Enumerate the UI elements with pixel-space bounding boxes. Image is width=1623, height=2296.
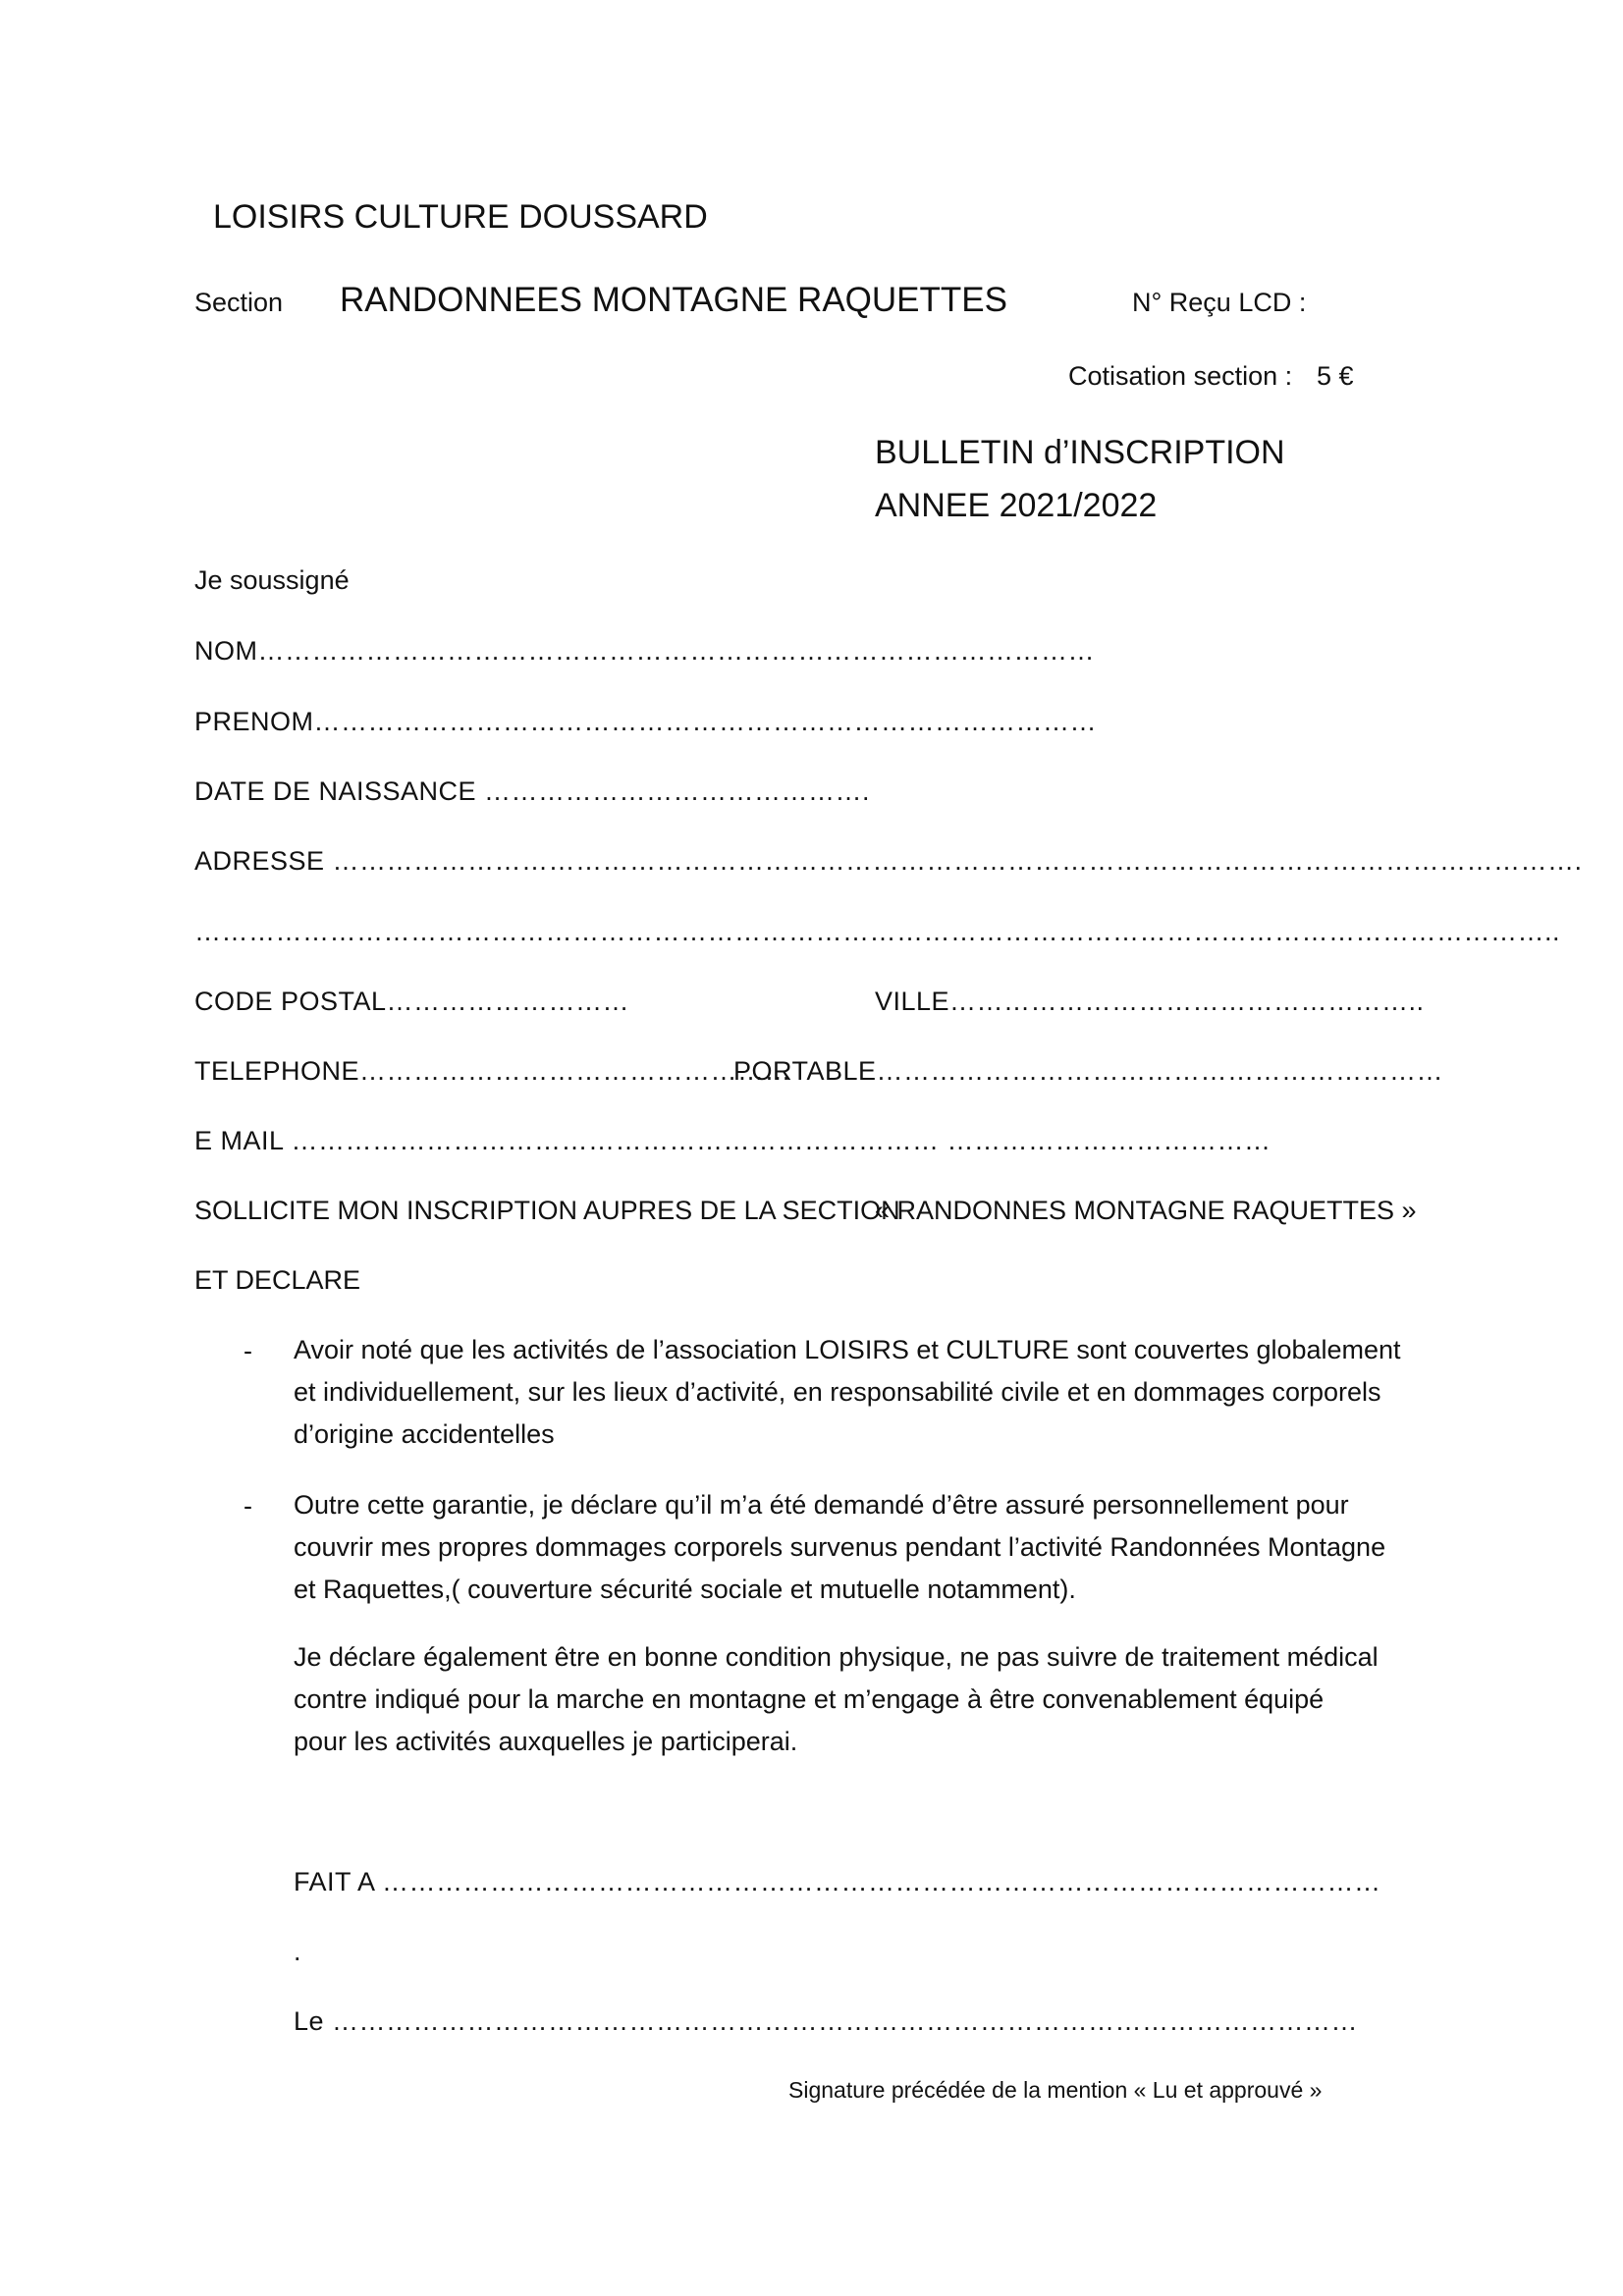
health-line-1: Je déclare également être en bonne condition physique, ne pas suivre de traitement médical [294,1642,1379,1672]
prenom-field: PRENOM…………………………………………………………………………… [194,707,1098,736]
fee-value: 5 € [1317,361,1354,391]
signature-mention: Signature précédée de la mention « Lu et approuvé » [788,2077,1323,2103]
bullet-dash-2: - [243,1491,252,1521]
nom-field: NOM………………………………………………………………………………… [194,636,1095,666]
sollicite-text: SOLLICITE MON INSCRIPTION AUPRES DE LA SECTION [194,1196,900,1225]
et-declare: ET DECLARE [194,1265,361,1295]
email-field: E MAIL ……………………………………………………………… ……………………………… [194,1126,1271,1155]
health-line-2: contre indiqué pour la marche en montagne et m’engage à être convenablement équipé [294,1684,1325,1714]
declaration-1-line-2: et individuellement, sur les lieux d’activité, en responsabilité civile et en dommages corporels [294,1377,1381,1407]
le-field: Le …………………………………………………………………………………………………… [294,2006,1359,2036]
form-title: BULLETIN d’INSCRIPTION [875,434,1285,471]
section-name: RANDONNEES MONTAGNE RAQUETTES [340,281,1007,319]
declaration-2-line-3: et Raquettes,( couverture sécurité sociale et mutuelle notamment). [294,1575,1076,1604]
declaration-2-line-1: Outre cette garantie, je déclare qu’il m’a été demandé d’être assuré personnellement pour [294,1490,1349,1520]
bullet-dash-1: - [243,1336,252,1365]
form-year: ANNEE 2021/2022 [875,487,1158,524]
association-name: LOISIRS CULTURE DOUSSARD [213,198,708,236]
adresse-suite-field: …………………………………………………………………………………………………………………………………….. [194,917,1561,946]
portable-field: PORTABLE……………………………………………………… [733,1056,1444,1086]
receipt-label: N° Reçu LCD : [1132,288,1307,317]
date-naissance-field: DATE DE NAISSANCE ……………………………………. [194,776,871,806]
health-declaration [294,1636,1379,1763]
section-label: Section [194,288,284,317]
declaration-bullet-2 [294,1484,1385,1611]
intro-text: Je soussigné [194,565,350,595]
fait-a-field: FAIT A ………………………………………………………………………………………………… [294,1867,1381,1896]
ville-field: VILLE…………………………………………….. [875,987,1425,1016]
declaration-1-line-3: d’origine accidentelles [294,1419,555,1449]
fee-label: Cotisation section : [1068,361,1293,391]
sollicite-section: « RANDONNES MONTAGNE RAQUETTES » [875,1196,1417,1225]
health-line-3: pour les activités auxquelles je participerai. [294,1727,798,1756]
declaration-1-line-1: Avoir noté que les activités de l’association LOISIRS et CULTURE sont couvertes globalement [294,1335,1401,1364]
period-mark: . [294,1937,301,1966]
declaration-2-line-2: couvrir mes propres dommages corporels survenus pendant l’activité Randonnées Montagne [294,1532,1386,1562]
code-postal-field: CODE POSTAL……………………… [194,987,630,1016]
telephone-field: TELEPHONE………………………………………… [194,1056,792,1086]
declaration-bullet-1 [294,1329,1401,1456]
adresse-field: ADRESSE …………………………………………………………………………………………………………………………. [194,846,1583,876]
